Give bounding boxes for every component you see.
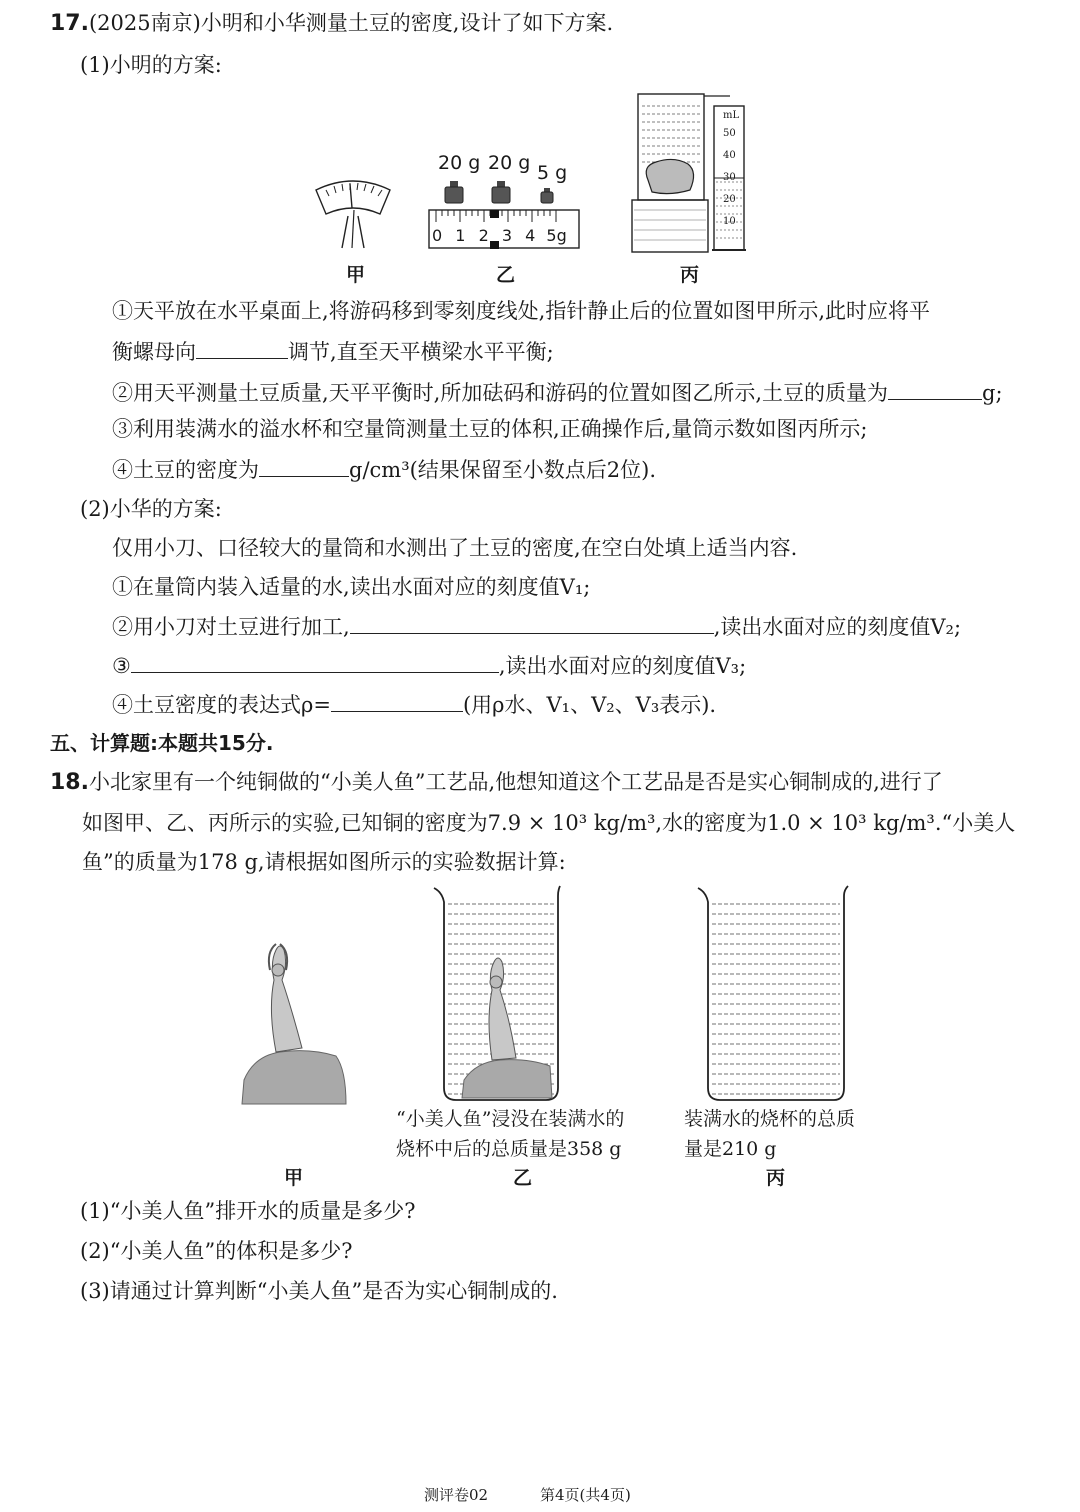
cylinder-tick-40: 40 bbox=[723, 150, 736, 161]
cylinder-tick-10: 10 bbox=[723, 216, 736, 227]
fig-caption-yi: 乙 bbox=[496, 264, 516, 286]
section-5-heading: 五、计算题:本题共15分. bbox=[50, 731, 274, 755]
q18-caption-yi: 乙 bbox=[513, 1167, 533, 1189]
step1b-suffix: 调节,直至天平横梁水平平衡; bbox=[288, 340, 554, 364]
fig-b-caption-line1: “小美人鱼”浸没在装满水的 bbox=[396, 1108, 625, 1130]
q18-line1 bbox=[50, 767, 943, 798]
answer-blank-p2-step2[interactable] bbox=[350, 611, 714, 634]
q18-line2: 如图甲、乙、丙所示的实验,已知铜的密度为7.9 × 10³ kg/m³,水的密度为1.0 × 10³ kg/m³.“小美人 bbox=[82, 811, 1016, 835]
p2step2-prefix: ②用小刀对土豆进行加工, bbox=[112, 615, 350, 639]
step1b-prefix: 衡螺母向 bbox=[112, 340, 196, 364]
step2-prefix: ②用天平测量土豆质量,天平平衡时,所加砝码和游码的位置如图乙所示,土豆的质量为 bbox=[112, 381, 889, 405]
weight-5g-icon bbox=[540, 188, 554, 204]
mermaid-statue-figure bbox=[240, 940, 348, 1106]
scale-label-3: 3 bbox=[501, 226, 513, 245]
fig-c-caption-line1: 装满水的烧杯的总质 bbox=[684, 1108, 856, 1130]
q18-number: 18. bbox=[50, 770, 89, 795]
q18-sub1: (1)“小美人鱼”排开水的质量是多少? bbox=[80, 1199, 416, 1223]
q17-step1b bbox=[112, 336, 554, 367]
q17-step4 bbox=[112, 454, 656, 485]
q17-part2-step4 bbox=[112, 689, 716, 720]
q17-step1a: ①天平放在水平桌面上,将游码移到零刻度线处,指针静止后的位置如图甲所示,此时应将平 bbox=[112, 299, 931, 323]
step2-suffix: g; bbox=[982, 381, 1003, 405]
weight-label-2: 20 g bbox=[488, 152, 531, 174]
scale-label-2: 2 bbox=[478, 226, 489, 245]
cylinder-tick-20: 20 bbox=[723, 194, 736, 205]
beaker-with-water-figure bbox=[696, 884, 852, 1106]
beaker-with-statue-figure bbox=[432, 884, 562, 1106]
answer-blank-expression[interactable] bbox=[331, 689, 463, 712]
q18-sub3: (3)请通过计算判断“小美人鱼”是否为实心铜制成的. bbox=[80, 1279, 558, 1303]
q17-part1-title: (1)小明的方案: bbox=[80, 53, 222, 77]
weight-label-1: 20 g bbox=[438, 152, 481, 174]
p2step3-prefix: ③ bbox=[112, 654, 131, 678]
weight-label-3: 5 g bbox=[537, 162, 568, 184]
cylinder-scale bbox=[723, 109, 739, 233]
scale-label-0: 0 bbox=[432, 226, 443, 245]
answer-blank-direction[interactable] bbox=[196, 336, 288, 359]
q17-step2 bbox=[112, 377, 1003, 408]
cylinder-tick-50: 50 bbox=[723, 128, 736, 139]
footer-page-number: 第4页(共4页) bbox=[540, 1486, 631, 1504]
q17-part2-step3 bbox=[112, 650, 746, 681]
fig-caption-bing: 丙 bbox=[680, 264, 700, 286]
fig-c-caption-line2: 量是210 g bbox=[684, 1138, 777, 1160]
cylinder-tick-30: 30 bbox=[723, 172, 736, 183]
q17-stem-text: (2025南京)小明和小华测量土豆的密度,设计了如下方案. bbox=[88, 11, 614, 35]
weight-20g-icon bbox=[444, 180, 464, 204]
q18-line3: 鱼”的质量为178 g,请根据如图所示的实验数据计算: bbox=[82, 850, 566, 874]
step4-prefix: ④土豆的密度为 bbox=[112, 458, 259, 482]
q18-sub2: (2)“小美人鱼”的体积是多少? bbox=[80, 1239, 353, 1263]
weight-20g-icon bbox=[491, 180, 511, 204]
q17-stem bbox=[50, 8, 613, 39]
q17-step3: ③利用装满水的溢水杯和空量筒测量土豆的体积,正确操作后,量筒示数如图丙所示; bbox=[112, 417, 868, 441]
scale-label-5: 5g bbox=[546, 226, 567, 245]
fig-caption-jia: 甲 bbox=[346, 264, 366, 286]
q17-number: 17. bbox=[50, 11, 89, 36]
fig-b-caption-line2: 烧杯中后的总质量是358 g bbox=[396, 1138, 622, 1160]
scale-label-4: 4 bbox=[525, 226, 536, 245]
step4-suffix: g/cm³(结果保留至小数点后2位). bbox=[349, 458, 657, 482]
p2step4-prefix: ④土豆密度的表达式ρ= bbox=[112, 693, 331, 717]
rider-scale-labels bbox=[432, 226, 567, 245]
answer-blank-density[interactable] bbox=[259, 454, 349, 477]
q18-caption-bing: 丙 bbox=[766, 1167, 786, 1189]
answer-blank-p2-step3[interactable] bbox=[131, 650, 499, 673]
answer-blank-mass[interactable] bbox=[888, 377, 982, 400]
q17-part2-step2 bbox=[112, 611, 961, 642]
p2step2-suffix: ,读出水面对应的刻度值V₂; bbox=[713, 615, 962, 639]
balance-pointer-figure bbox=[312, 176, 394, 251]
q18-line1-text: 小北家里有一个纯铜做的“小美人鱼”工艺品,他想知道这个工艺品是否是实心铜制成的,进行了 bbox=[88, 770, 943, 794]
cylinder-unit: mL bbox=[723, 110, 740, 121]
p2step4-suffix: (用ρ水、V₁、V₂、V₃表示). bbox=[462, 693, 717, 717]
q17-part2-step1: ①在量筒内装入适量的水,读出水面对应的刻度值V₁; bbox=[112, 575, 591, 599]
q17-part2-title: (2)小华的方案: bbox=[80, 497, 222, 521]
q18-caption-jia: 甲 bbox=[284, 1167, 304, 1189]
q17-part2-intro: 仅用小刀、口径较大的量筒和水测出了土豆的密度,在空白处填上适当内容. bbox=[112, 536, 798, 560]
p2step3-suffix: ,读出水面对应的刻度值V₃; bbox=[498, 654, 747, 678]
scale-label-1: 1 bbox=[455, 226, 466, 245]
footer-paper-id: 测评卷02 bbox=[424, 1486, 489, 1504]
